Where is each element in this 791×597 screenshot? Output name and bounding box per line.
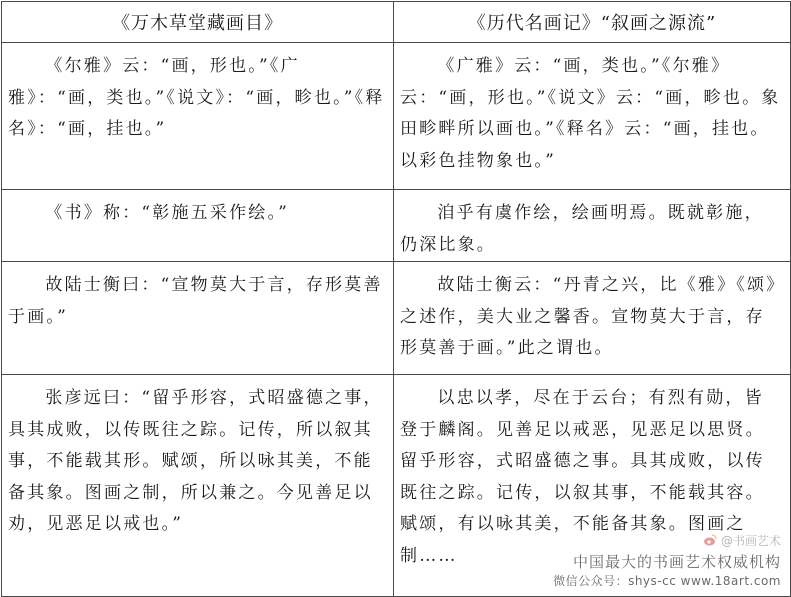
table-cell-right bbox=[394, 262, 791, 375]
watermark-logo-text: @书画艺术 bbox=[720, 533, 781, 548]
table-row bbox=[2, 190, 791, 262]
watermark-contact: 微信公众号：shys-cc www.18art.com bbox=[553, 574, 781, 588]
cell-text: 故陆士衡曰：“宣物莫大于言，存形莫善于画。” bbox=[8, 275, 383, 327]
header-row bbox=[2, 2, 791, 43]
cell-text: 以忠以孝，尽在于云台；有烈有勋，皆登于麟阁。见善足以戒恶，见恶足以思贤。留乎形容，式昭盛德之事。具其成败，以传既往之踪。记传，以叙其事，不能载其容。赋颂，有以咏其美，不能备其象。图画之制…… bbox=[400, 388, 765, 566]
table-row bbox=[2, 262, 791, 375]
cell-text: 《广雅》云：“画，类也。”《尔雅》云：“画，形也。”《说文》云：“画，畛也。象田畛畔所以画也。”《释名》云：“画，挂也。以彩色挂物象也。” bbox=[400, 56, 781, 171]
watermark-slogan: 中国最大的书画艺术权威机构 bbox=[572, 553, 781, 571]
cell-text: 《尔雅》云：“画，形也。”《广雅》：“画，类也。”《说文》：“画，畛也。”《释名》：“画，挂也。” bbox=[8, 56, 385, 139]
comparison-table bbox=[1, 1, 791, 597]
cell-text: 张彦远曰：“留乎形容，式昭盛德之事，具其成败，以传既往之踪。记传，所以叙其事，不能载其形。赋颂，所以咏其美，不能备其象。图画之制，所以兼之。今见善足以劝，见恶足以戒也。” bbox=[8, 388, 383, 534]
cell-text: 故陆士衡云：“丹青之兴，比《雅》《颂》之述作，美大业之馨香。宣物莫大于言，存形莫善于画。”此之谓也。 bbox=[400, 275, 777, 358]
table-row bbox=[2, 375, 791, 597]
table-cell-right bbox=[394, 375, 791, 597]
table-cell-left bbox=[2, 375, 394, 597]
table-cell-left bbox=[2, 43, 394, 190]
table-cell-right bbox=[394, 43, 791, 190]
table-cell-left bbox=[2, 262, 394, 375]
table-cell-right bbox=[394, 190, 791, 262]
header-lidai-minghua-ji: 《历代名画记》“叙画之源流” bbox=[394, 2, 791, 43]
table-row bbox=[2, 43, 791, 190]
header-wanmu-caotang: 《万木草堂藏画目》 bbox=[2, 2, 394, 43]
table-cell-left bbox=[2, 190, 394, 262]
cell-text: 《书》称：“彰施五采作绘。” bbox=[45, 203, 290, 223]
cell-text: 洎乎有虞作绘，绘画明焉。既就彰施，仍深比象。 bbox=[400, 203, 764, 255]
